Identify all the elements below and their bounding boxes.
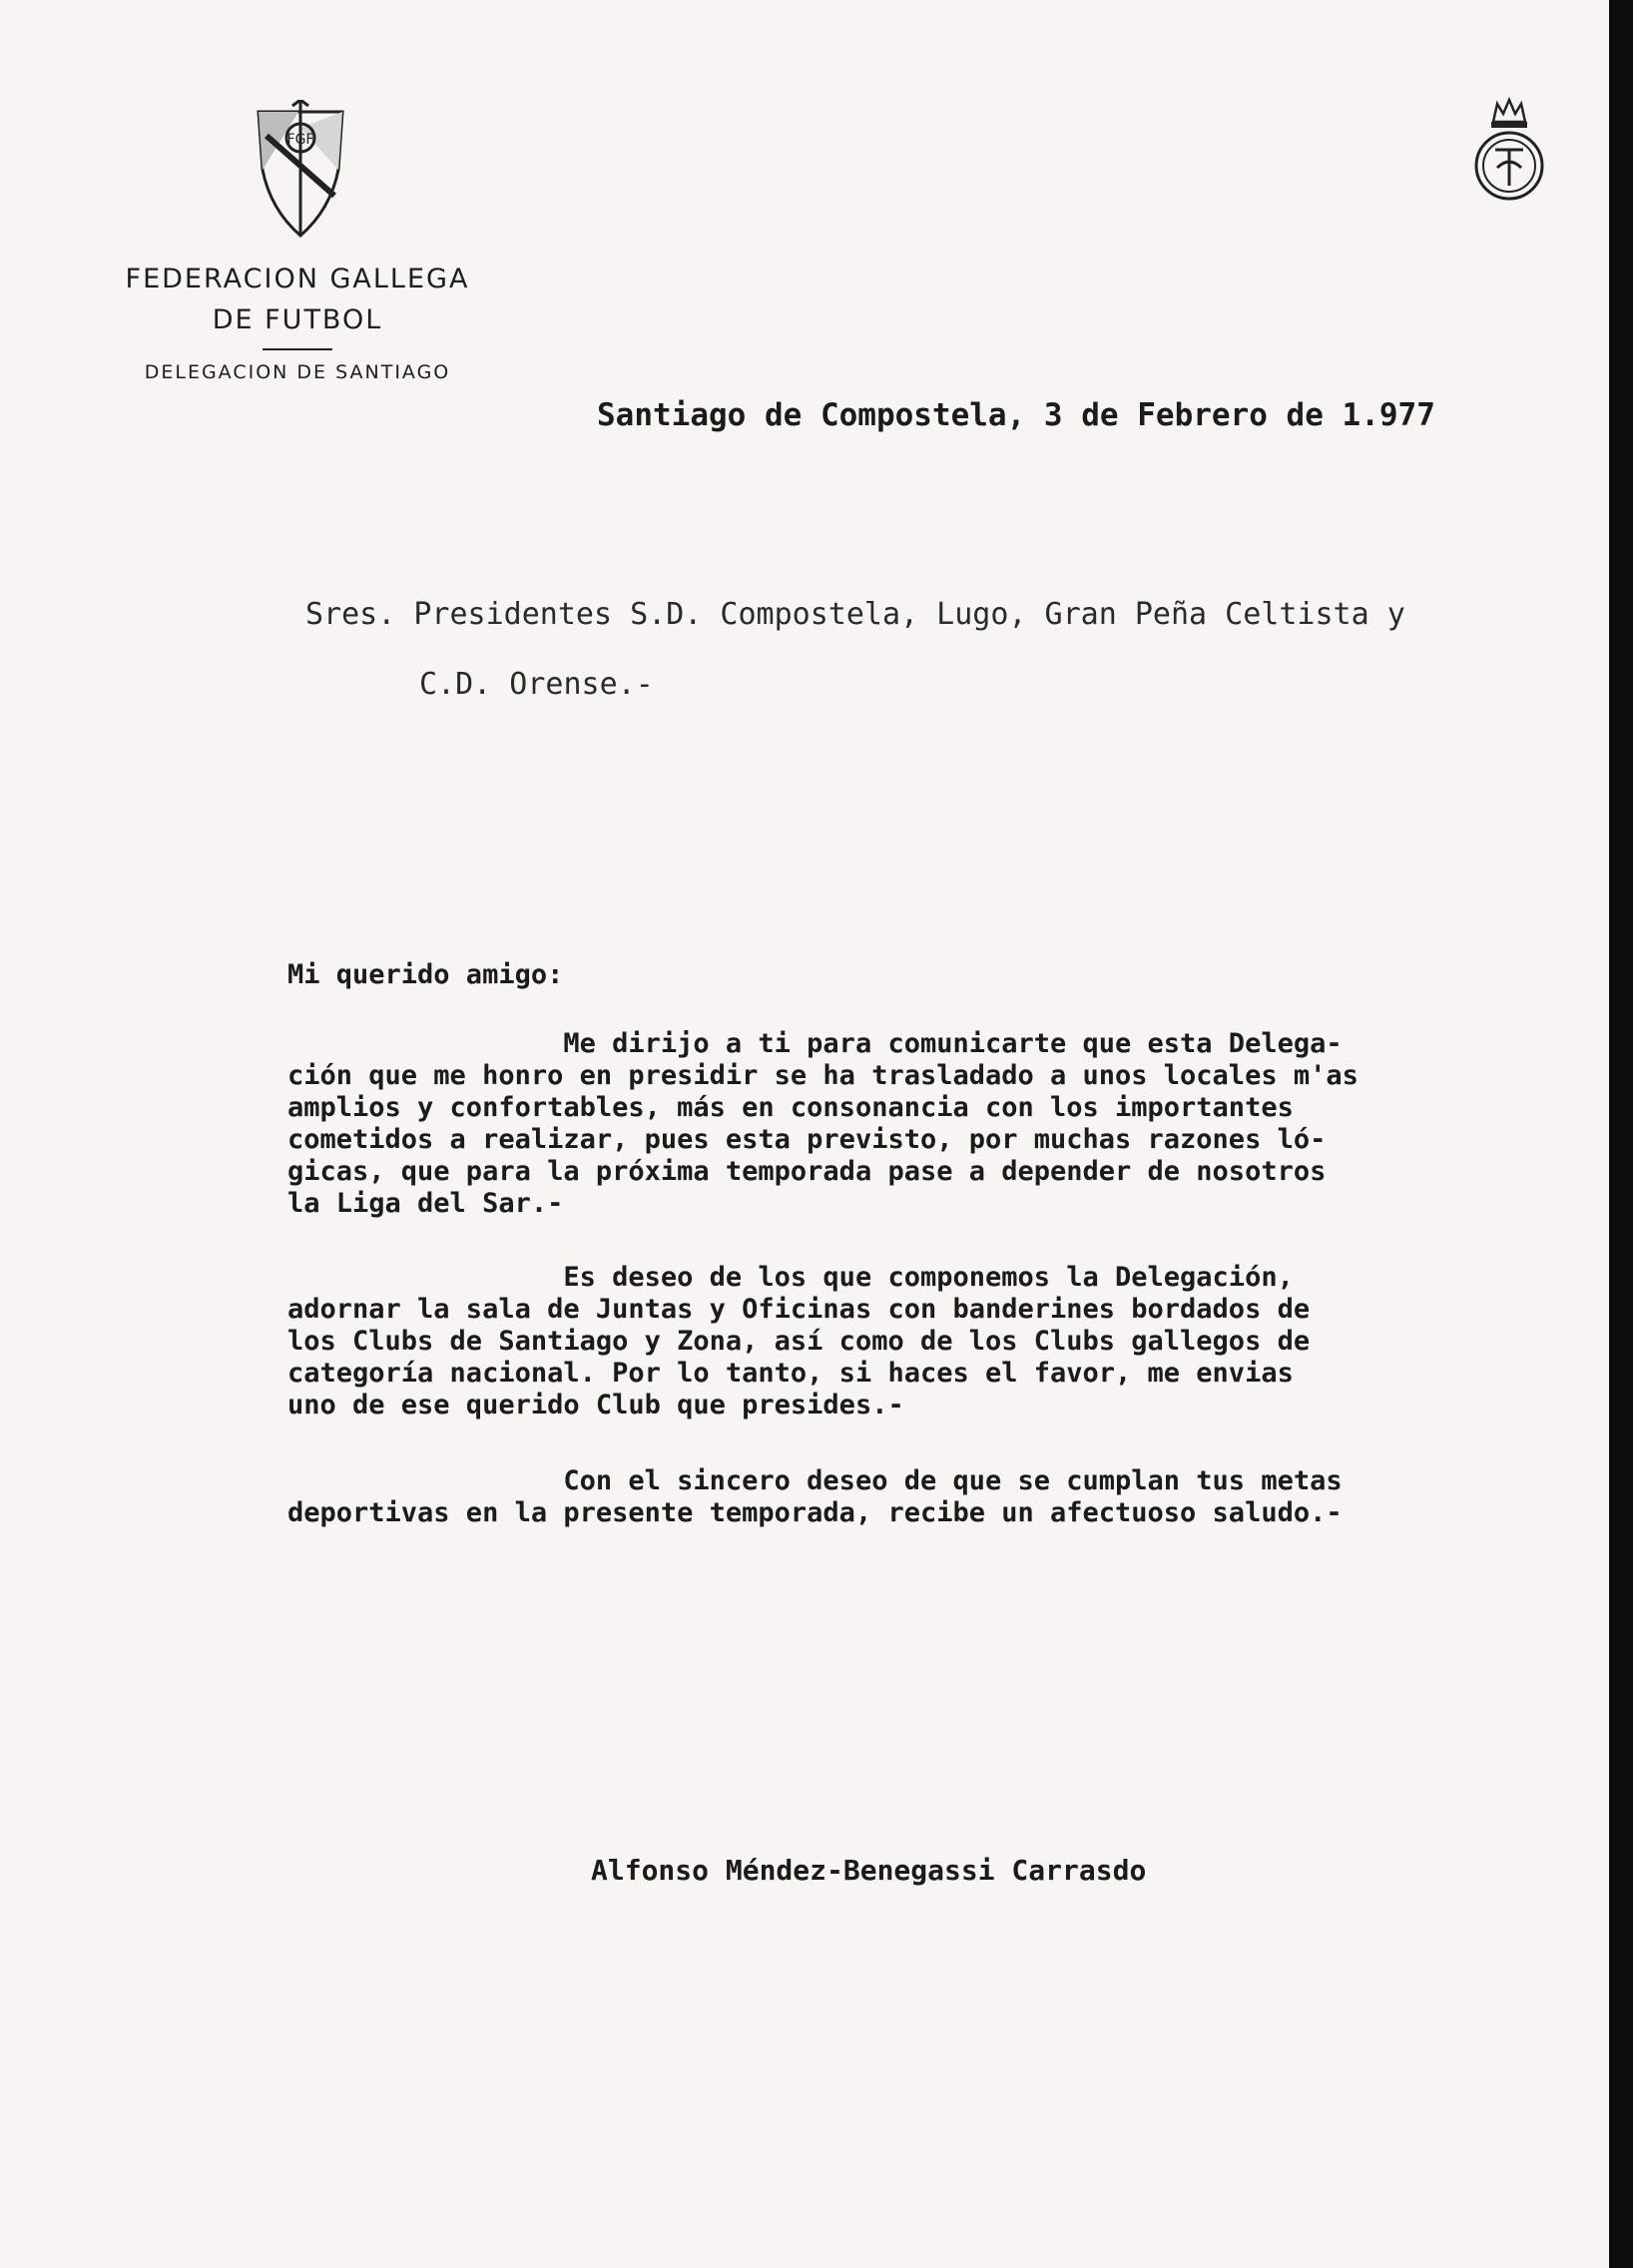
paragraph-2 (287, 1262, 1585, 1421)
paragraph-line: categoría nacional. Por lo tanto, si haces el favor, me envias (287, 1358, 1294, 1389)
svg-text:FGF: FGF (286, 132, 314, 148)
paragraph-line: Me dirijo a ti para comunicarte que esta Delega- (287, 1028, 1343, 1059)
letter-date: Santiago de Compostela, 3 de Febrero de 1.977 (597, 397, 1435, 433)
paragraph-line: la Liga del Sar.- (287, 1188, 564, 1219)
letterhead-divider (263, 348, 332, 350)
recipients-line-1: Sres. Presidentes S.D. Compostela, Lugo, Gran Peña Celtista y (305, 597, 1405, 632)
delegation-name: DELEGACION DE SANTIAGO (144, 361, 451, 383)
recipients-line-2: C.D. Orense.- (419, 667, 654, 702)
paragraph-line: Es deseo de los que componemos la Delegación, (287, 1262, 1294, 1293)
org-name-line-2: DE FUTBOL (212, 304, 383, 335)
paragraph-line: los Clubs de Santiago y Zona, así como de los Clubs gallegos de (287, 1326, 1311, 1357)
paragraph-3 (287, 1465, 1585, 1529)
paragraph-line: gicas, que para la próxima temporada pase a depender de nosotros (287, 1156, 1327, 1187)
salutation: Mi querido amigo: (287, 959, 564, 990)
scan-border (1609, 0, 1633, 2268)
paragraph-line: ción que me honro en presidir se ha trasladado a unos locales m'as (287, 1060, 1359, 1091)
paragraph-line: amplios y confortables, más en consonancia con los importantes (287, 1092, 1294, 1123)
paragraph-1 (287, 1028, 1585, 1220)
paragraph-line: cometidos a realizar, pues esta previsto, por muchas razones ló- (287, 1124, 1327, 1155)
shield-crest-icon (253, 100, 348, 240)
org-name-line-1: FEDERACION GALLEGA (125, 264, 470, 294)
paragraph-line: adornar la sala de Juntas y Oficinas con banderines bordados de (287, 1294, 1311, 1325)
crowned-federation-emblem-icon (1469, 94, 1549, 204)
signature-name: Alfonso Méndez-Benegassi Carrasdo (591, 1854, 1147, 1887)
paragraph-line: Con el sincero deseo de que se cumplan tus metas (287, 1465, 1343, 1496)
paragraph-line: deportivas en la presente temporada, recibe un afectuoso saludo.- (287, 1497, 1343, 1528)
paragraph-line: uno de ese querido Club que presides.- (287, 1390, 904, 1420)
